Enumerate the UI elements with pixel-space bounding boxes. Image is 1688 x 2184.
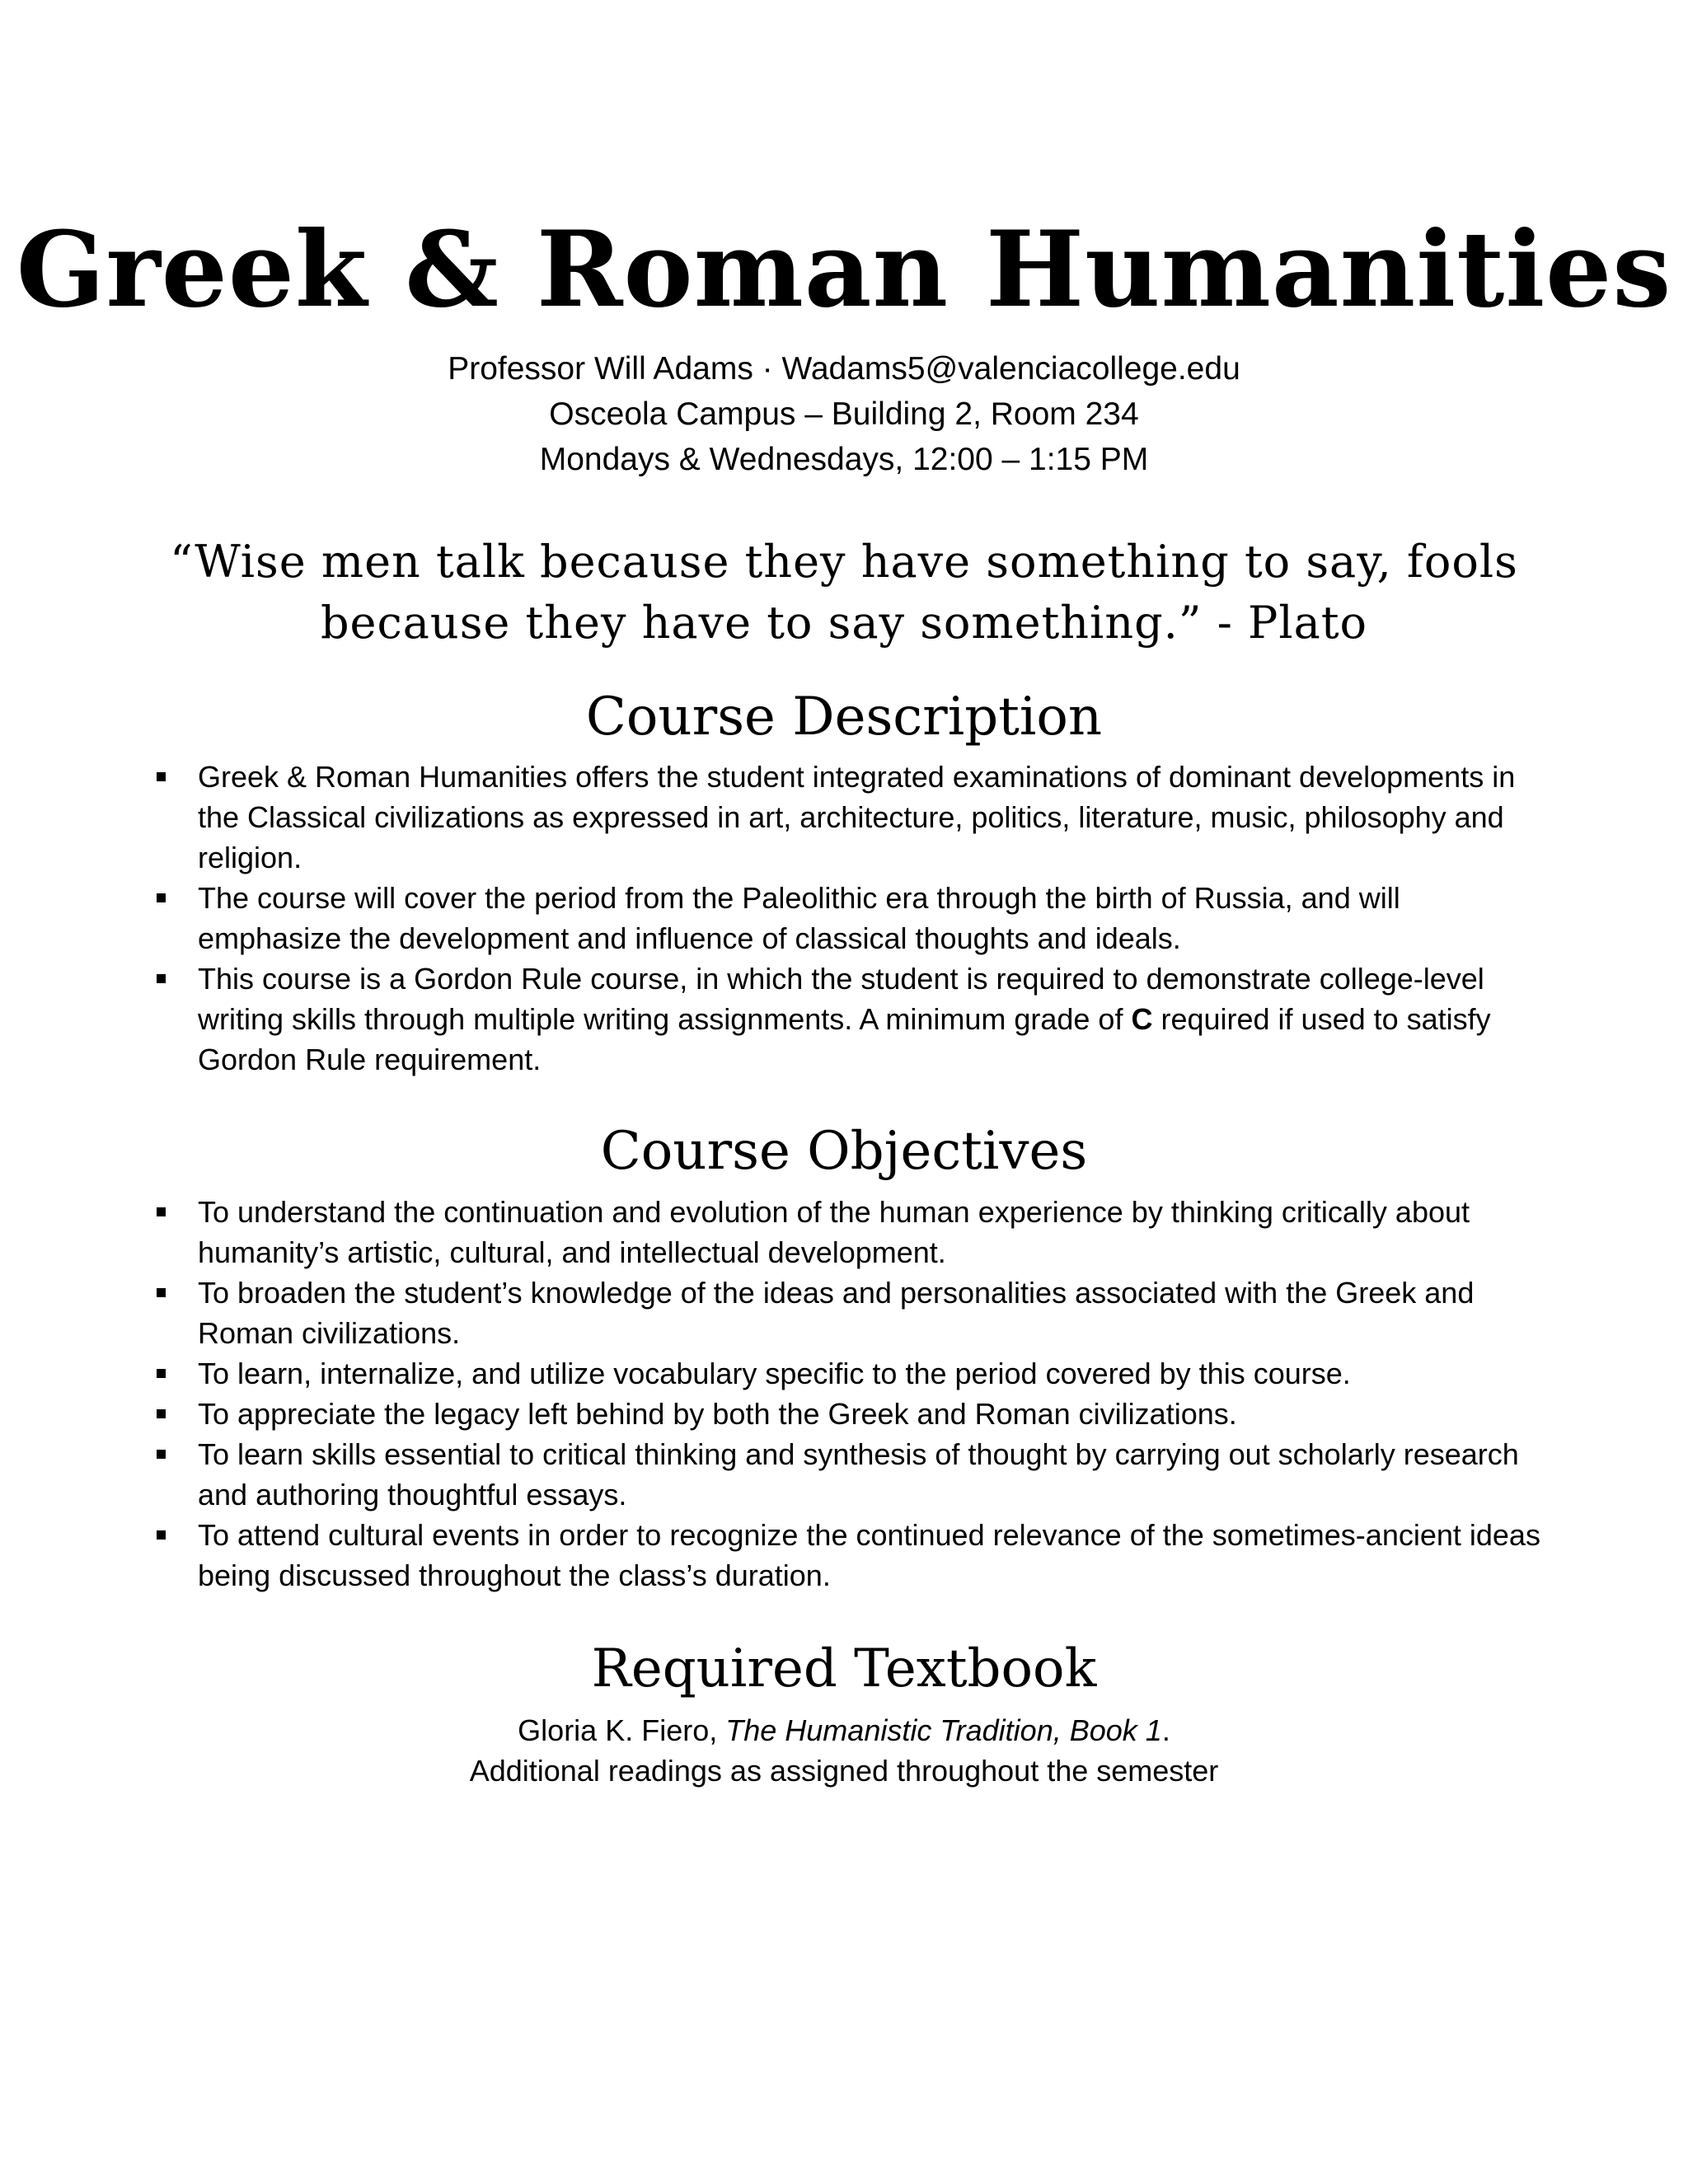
list-item: To understand the continuation and evolution of the human experience by thinking critically about humanity’s artistic, cultural, and intellectual development. bbox=[157, 1192, 1541, 1272]
schedule-line: Mondays & Wednesdays, 12:00 – 1:15 PM bbox=[539, 442, 1149, 477]
list-item: Greek & Roman Humanities offers the student integrated examinations of dominant developments in the Classical civilizations as expressed in art, architecture, politics, literature, music, philosophy and religion. bbox=[157, 757, 1541, 878]
course-description-list bbox=[157, 757, 1541, 1080]
list-item: To learn, internalize, and utilize vocabulary specific to the period covered by this course. bbox=[157, 1353, 1541, 1394]
course-objectives-heading: Course Objectives bbox=[600, 1121, 1088, 1182]
textbook-author: Gloria K. Fiero, bbox=[518, 1713, 726, 1747]
textbook-info bbox=[0, 1710, 1688, 1791]
course-info bbox=[0, 346, 1688, 482]
textbook-citation bbox=[0, 1710, 1688, 1750]
gordon-rule-text-end: required if used to satisfy Gordon Rule requirement. bbox=[198, 1002, 1491, 1076]
minimum-grade: C bbox=[1131, 1002, 1153, 1036]
quote-line-1: “Wise men talk because they have something to say, fools bbox=[170, 536, 1518, 588]
list-item: The course will cover the period from the Paleolithic era through the birth of Russia, and will emphasize the development and influence of classical thoughts and ideals. bbox=[157, 878, 1541, 958]
campus-location-line: Osceola Campus – Building 2, Room 234 bbox=[549, 396, 1139, 432]
required-textbook-heading: Required Textbook bbox=[591, 1638, 1097, 1699]
course-description-heading: Course Description bbox=[585, 687, 1103, 748]
list-item: To attend cultural events in order to recognize the continued relevance of the sometimes-ancient ideas being discussed throughout the class’s duration. bbox=[157, 1515, 1541, 1596]
list-item: To broaden the student’s knowledge of the ideas and personalities associated with the Greek and Roman civilizations. bbox=[157, 1272, 1541, 1353]
textbook-period: . bbox=[1161, 1713, 1170, 1747]
plato-quote bbox=[165, 532, 1523, 654]
list-item: To appreciate the legacy left behind by both the Greek and Roman civilizations. bbox=[157, 1394, 1541, 1434]
additional-readings-note: Additional readings as assigned throughout the semester bbox=[469, 1754, 1219, 1788]
list-item: To learn skills essential to critical thinking and synthesis of thought by carrying out scholarly research and authoring thoughtful essays. bbox=[157, 1434, 1541, 1515]
professor-contact-line: Professor Will Adams · Wadams5@valenciacollege.edu bbox=[448, 351, 1240, 387]
textbook-title: The Humanistic Tradition, Book 1 bbox=[725, 1713, 1162, 1747]
list-item bbox=[157, 958, 1541, 1080]
quote-line-2: because they have to say something.” - Plato bbox=[320, 597, 1368, 649]
gordon-rule-text: This course is a Gordon Rule course, in which the student is required to demonstrate college-level writing skills through multiple writing assignments. A minimum grade of bbox=[198, 962, 1484, 1036]
course-title: Greek & Roman Humanities bbox=[16, 209, 1672, 330]
course-objectives-list bbox=[157, 1192, 1541, 1596]
